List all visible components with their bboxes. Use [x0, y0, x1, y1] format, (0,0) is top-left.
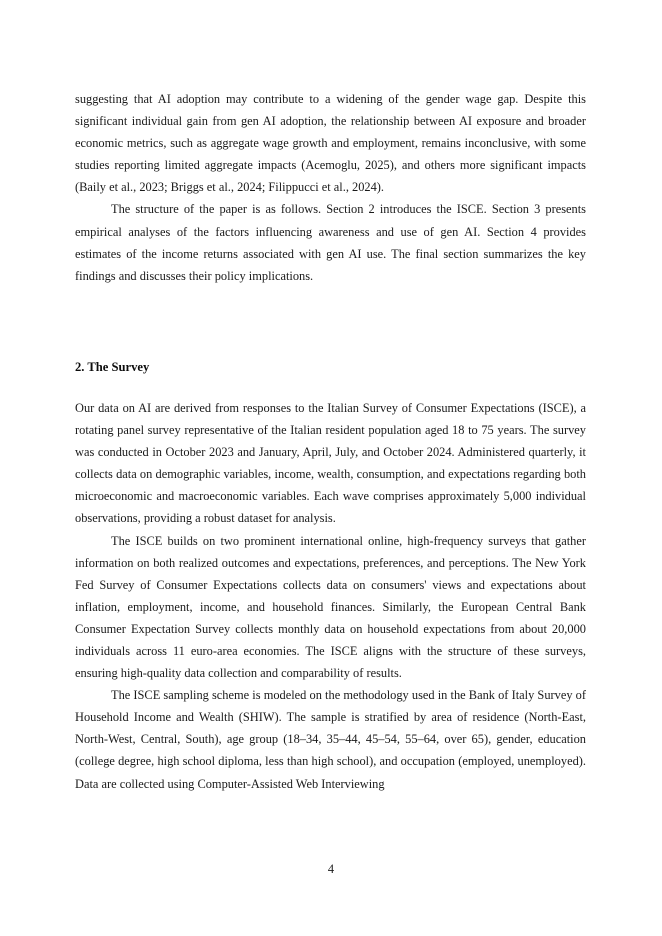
section-heading-the-survey: 2. The Survey	[75, 359, 150, 374]
heading-spacer-above	[75, 287, 586, 356]
page-number: 4	[327, 862, 335, 876]
paragraph-sampling-scheme: The ISCE sampling scheme is modeled on the methodology used in the Bank of Italy Survey of Household Income and Wealth (SHIW). The sample is stratified by area of residence (North-East, North-West, Central, South), age group (18–34, 35–44, 45–54, 55–64, over 65), gender, education (college degree, high school diploma, less than high school), and occupation (employed, unemployed). Data are collected using Computer-Assisted Web Interviewing	[75, 688, 586, 791]
heading-spacer-below	[75, 378, 586, 397]
paragraph-paper-structure: The structure of the paper is as follows. Section 2 introduces the ISCE. Section 3 presents empirical analyses of the factors influencing awareness and use of gen AI. Section 4 provides estimates of the income returns associated with gen AI use. The final section summarizes the key findings and discusses their policy implications.	[75, 202, 586, 283]
paragraph-ai-adoption-gender-gap: suggesting that AI adoption may contribute to a widening of the gender wage gap. Despite this significant individual gain from gen AI adoption, the relationship between AI exposure and broader economic metrics, such as aggregate wage growth and employment, remains inconclusive, with some studies reporting limited aggregate impacts (Acemoglu, 2025), and others more significant impacts (Baily et al., 2023; Briggs et al., 2024; Filippucci et al., 2024).	[75, 92, 586, 195]
paragraph-international-surveys: The ISCE builds on two prominent international online, high-frequency surveys that gather information on both realized outcomes and expectations, preferences, and perceptions. The New York Fed Survey of Consumer Expectations collects data on consumers' views and expectations about inflation, employment, income, and household finances. Similarly, the European Central Bank Consumer Expectation Survey collects monthly data on household expectations from about 20,000 individuals across 11 euro-area economies. The ISCE aligns with the structure of these surveys, ensuring high-quality data collection and comparability of results.	[75, 533, 586, 681]
page-content	[75, 88, 586, 795]
paragraph-isce-data-source: Our data on AI are derived from responses to the Italian Survey of Consumer Expectations (ISCE), a rotating panel survey representative of the Italian resident population aged 18 to 75 years. The survey was conducted in October 2023 and January, April, July, and October 2024. Administered quarterly, it collects data on demographic variables, income, wealth, consumption, and expectations regarding both microeconomic and macroeconomic variables. Each wave comprises approximately 5,000 individual observations, providing a robust dataset for analysis.	[75, 400, 586, 526]
